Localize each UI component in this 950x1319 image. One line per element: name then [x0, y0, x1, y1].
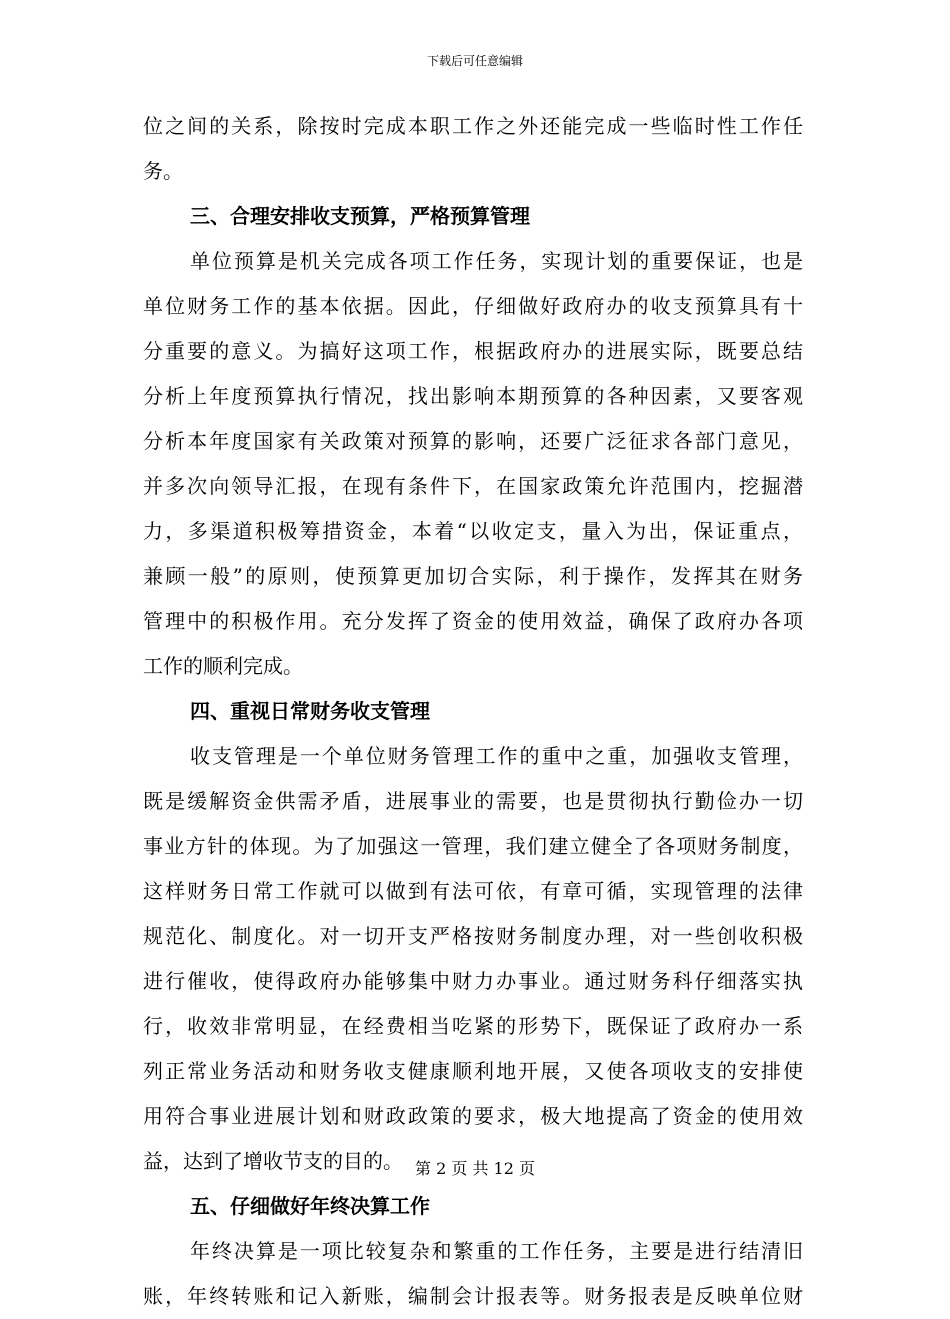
paragraph-line: 力，多渠道积极筹措资金，本着“以收定支，量入为出，保证重点，	[143, 519, 803, 543]
paragraph-line: 位之间的关系，除按时完成本职工作之外还能完成一些临时性工作任	[143, 114, 803, 138]
paragraph-line: 年终决算是一项比较复杂和繁重的工作任务，主要是进行结清旧	[190, 1239, 803, 1263]
paragraph-line: 事业方针的体现。为了加强这一管理，我们建立健全了各项财务制度，	[143, 834, 803, 858]
paragraph-line: 这样财务日常工作就可以做到有法可依，有章可循，实现管理的法律	[143, 879, 803, 903]
paragraph-line: 账，年终转账和记入新账，编制会计报表等。财务报表是反映单位财	[143, 1284, 803, 1308]
paragraph-line: 进行催收，使得政府办能够集中财力办事业。通过财务科仔细落实执	[143, 969, 803, 993]
paragraph-line: 兼顾一般”的原则，使预算更加切合实际，利于操作，发挥其在财务	[143, 564, 803, 588]
paragraph-line: 收支管理是一个单位财务管理工作的重中之重，加强收支管理，	[190, 744, 803, 768]
paragraph-line: 列正常业务活动和财务收支健康顺利地开展，又使各项收支的安排使	[143, 1059, 803, 1083]
paragraph-line: 务。	[143, 159, 183, 183]
section-heading: 四、重视日常财务收支管理	[190, 699, 430, 723]
paragraph-line: 工作的顺利完成。	[143, 654, 303, 678]
page-header-note: 下载后可任意编辑	[426, 54, 523, 68]
paragraph-line: 管理中的积极作用。充分发挥了资金的使用效益，确保了政府办各项	[143, 609, 803, 633]
paragraph-line: 并多次向领导汇报，在现有条件下，在国家政策允许范围内，挖掘潜	[143, 474, 803, 498]
paragraph-line: 行，收效非常明显，在经费相当吃紧的形势下，既保证了政府办一系	[143, 1014, 803, 1038]
paragraph-line: 分析上年度预算执行情况，找出影响本期预算的各种因素，又要客观	[143, 384, 803, 408]
paragraph-line: 单位预算是机关完成各项工作任务，实现计划的重要保证，也是	[190, 249, 803, 273]
paragraph-line: 既是缓解资金供需矛盾，进展事业的需要，也是贯彻执行勤俭办一切	[143, 789, 803, 813]
paragraph-line: 规范化、制度化。对一切开支严格按财务制度办理，对一些创收积极	[143, 924, 803, 948]
section-heading: 三、合理安排收支预算，严格预算管理	[190, 204, 530, 228]
paragraph-line: 用符合事业进展计划和财政政策的要求，极大地提高了资金的使用效	[143, 1104, 803, 1128]
paragraph-line: 单位财务工作的基本依据。因此，仔细做好政府办的收支预算具有十	[143, 294, 803, 318]
paragraph-line: 分重要的意义。为搞好这项工作，根据政府办的进展实际，既要总结	[143, 339, 803, 363]
section-heading: 五、仔细做好年终决算工作	[190, 1194, 430, 1218]
page-number: 第 2 页 共 12 页	[415, 1159, 535, 1178]
paragraph-line: 益，达到了增收节支的目的。	[143, 1149, 403, 1173]
paragraph-line: 分析本年度国家有关政策对预算的影响，还要广泛征求各部门意见，	[143, 429, 803, 453]
document-body	[143, 104, 803, 1319]
